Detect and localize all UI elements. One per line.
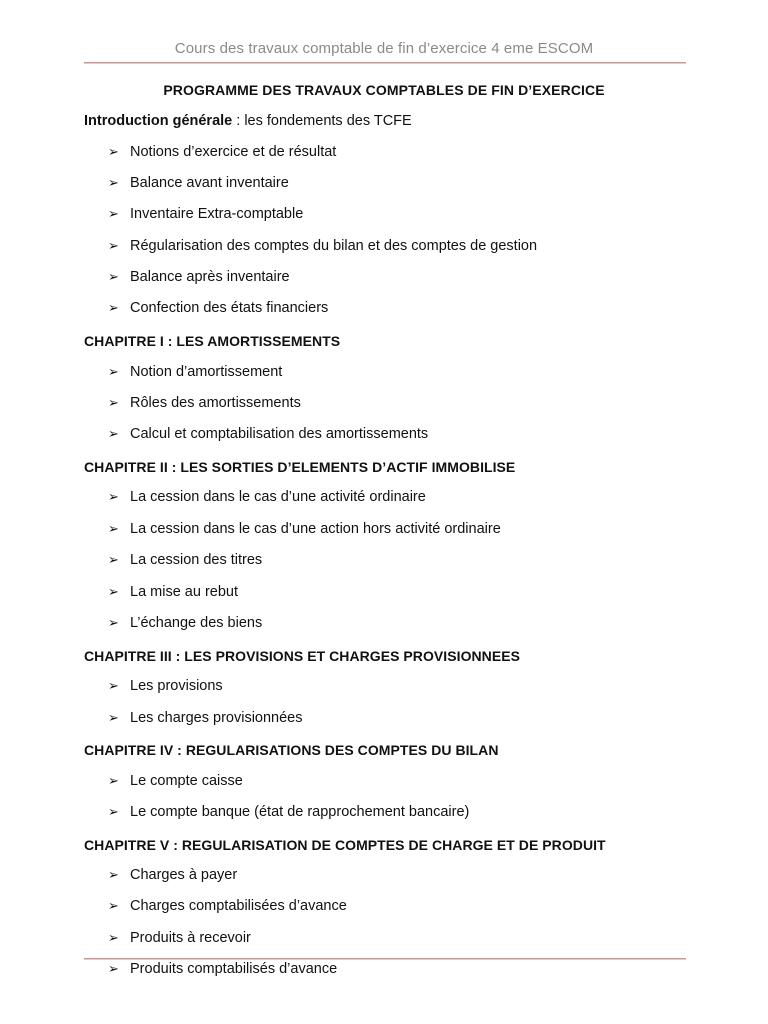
- list-item: [108, 238, 537, 254]
- chapter-heading: CHAPITRE IV : REGULARISATIONS DES COMPTES DU BILAN: [84, 742, 499, 758]
- footer-rule: [84, 958, 686, 960]
- list-item-text: Charges comptabilisées d’avance: [130, 898, 347, 914]
- list-item: [108, 144, 336, 160]
- list-item-text: Le compte caisse: [130, 773, 243, 789]
- arrow-bullet-icon: ➢: [108, 774, 119, 789]
- intro-heading-rest: : les fondements des TCFE: [232, 113, 412, 129]
- list-item: [108, 615, 262, 631]
- arrow-bullet-icon: ➢: [108, 145, 119, 160]
- arrow-bullet-icon: ➢: [108, 585, 119, 600]
- arrow-bullet-icon: ➢: [108, 616, 119, 631]
- header-rule: [84, 62, 686, 64]
- list-item: [108, 804, 469, 820]
- list-item: [108, 364, 282, 380]
- list-item-text: La cession des titres: [130, 552, 263, 568]
- arrow-bullet-icon: ➢: [108, 711, 119, 726]
- arrow-bullet-icon: ➢: [108, 239, 119, 254]
- intro-heading: [84, 113, 412, 129]
- list-item: [108, 269, 290, 285]
- list-item: [108, 961, 337, 977]
- arrow-bullet-icon: ➢: [108, 270, 119, 285]
- list-item: [108, 552, 262, 568]
- list-item: [108, 867, 237, 883]
- arrow-bullet-icon: ➢: [108, 962, 119, 977]
- list-item-text: Notion d’amortissement: [130, 364, 283, 380]
- arrow-bullet-icon: ➢: [108, 805, 119, 820]
- arrow-bullet-icon: ➢: [108, 522, 119, 537]
- intro-heading-lead: Introduction générale: [84, 113, 233, 129]
- list-item: [108, 678, 223, 694]
- list-item-text: Confection des états financiers: [130, 300, 329, 316]
- list-item-text: Régularisation des comptes du bilan et des comptes de gestion: [130, 238, 538, 254]
- arrow-bullet-icon: ➢: [108, 365, 119, 380]
- chapter-heading: CHAPITRE I : LES AMORTISSEMENTS: [84, 333, 341, 349]
- arrow-bullet-icon: ➢: [108, 931, 119, 946]
- list-item-text: Notions d’exercice et de résultat: [130, 144, 337, 160]
- arrow-bullet-icon: ➢: [108, 679, 119, 694]
- chapter-heading: CHAPITRE V : REGULARISATION DE COMPTES DE CHARGE ET DE PRODUIT: [84, 837, 606, 853]
- list-item-text: Produits comptabilisés d’avance: [130, 961, 338, 977]
- list-item: [108, 521, 501, 537]
- list-item-text: La mise au rebut: [130, 584, 239, 600]
- arrow-bullet-icon: ➢: [108, 176, 119, 191]
- list-item-text: Le compte banque (état de rapprochement bancaire): [130, 804, 470, 820]
- list-item-text: La cession dans le cas d’une action hors activité ordinaire: [130, 521, 501, 537]
- list-item: [108, 584, 238, 600]
- arrow-bullet-icon: ➢: [108, 490, 119, 505]
- list-item-text: Balance avant inventaire: [130, 175, 289, 191]
- list-item-text: Inventaire Extra-comptable: [130, 206, 304, 222]
- arrow-bullet-icon: ➢: [108, 207, 119, 222]
- list-item-text: Les provisions: [130, 678, 223, 694]
- document-title: PROGRAMME DES TRAVAUX COMPTABLES DE FIN D’EXERCICE: [163, 82, 605, 98]
- chapter-heading: CHAPITRE II : LES SORTIES D’ELEMENTS D’ACTIF IMMOBILISE: [84, 459, 516, 475]
- list-item: [108, 773, 243, 789]
- list-item: [108, 206, 303, 222]
- list-item-text: Rôles des amortissements: [130, 395, 301, 411]
- list-item-text: Charges à payer: [130, 867, 238, 883]
- arrow-bullet-icon: ➢: [108, 868, 119, 883]
- arrow-bullet-icon: ➢: [108, 396, 119, 411]
- list-item: [108, 395, 301, 411]
- list-item: [108, 898, 347, 914]
- list-item: [108, 930, 251, 946]
- list-item-text: La cession dans le cas d’une activité ordinaire: [130, 489, 426, 505]
- list-item-text: Balance après inventaire: [130, 269, 290, 285]
- running-header: Cours des travaux comptable de fin d’exercice 4 eme ESCOM: [174, 40, 594, 57]
- list-item: [108, 426, 428, 442]
- list-item: [108, 710, 303, 726]
- arrow-bullet-icon: ➢: [108, 427, 119, 442]
- list-item-text: Calcul et comptabilisation des amortissements: [130, 426, 429, 442]
- arrow-bullet-icon: ➢: [108, 553, 119, 568]
- list-item-text: L’échange des biens: [130, 615, 263, 631]
- list-item: [108, 300, 328, 316]
- chapter-heading: CHAPITRE III : LES PROVISIONS ET CHARGES PROVISIONNEES: [84, 648, 520, 664]
- list-item-text: Produits à recevoir: [130, 930, 251, 946]
- list-item: [108, 489, 426, 505]
- list-item: [108, 175, 289, 191]
- arrow-bullet-icon: ➢: [108, 899, 119, 914]
- arrow-bullet-icon: ➢: [108, 301, 119, 316]
- list-item-text: Les charges provisionnées: [130, 710, 303, 726]
